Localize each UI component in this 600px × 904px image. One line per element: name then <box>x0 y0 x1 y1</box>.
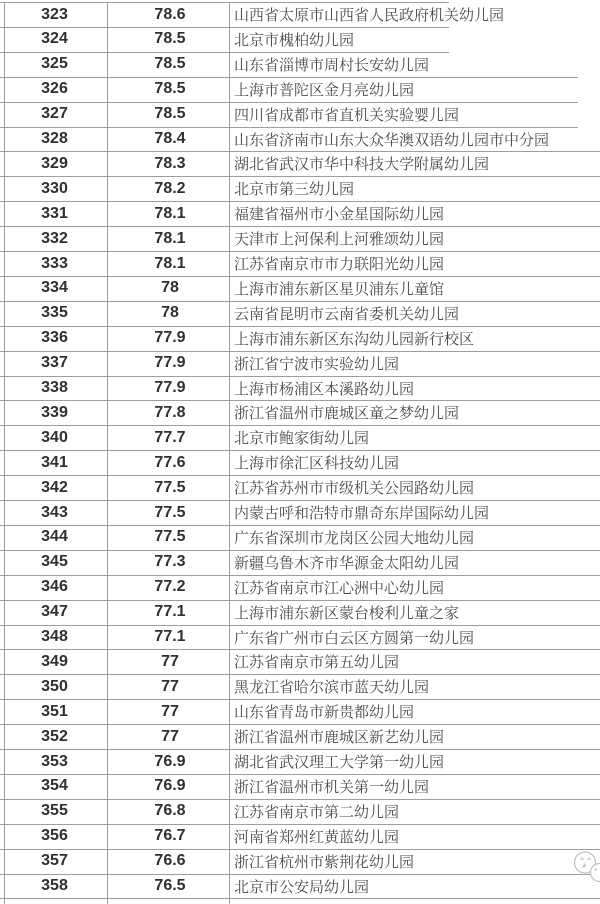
name-cell: 上海市徐汇区科技幼儿园 <box>234 455 400 473</box>
table-row <box>0 525 600 550</box>
name-cell: 河南省郑州红黄蓝幼儿园 <box>234 828 400 846</box>
rank-cell: 344 <box>41 528 68 546</box>
score-cell: 77.9 <box>154 379 186 396</box>
table-row <box>0 27 600 52</box>
rank-cell: 350 <box>41 677 68 695</box>
name-cell: 内蒙古呼和浩特市鼎奇东岸国际幼儿园 <box>234 505 490 522</box>
wechat-watermark-icon <box>560 840 600 890</box>
score-cell: 77.9 <box>154 329 186 347</box>
name-cell: 浙江省温州市鹿城区新艺幼儿园 <box>234 729 445 747</box>
row-border <box>0 276 600 277</box>
row-border <box>0 625 600 626</box>
rank-cell: 355 <box>41 802 68 820</box>
name-cell: 湖北省武汉理工大学第一幼儿园 <box>234 754 445 771</box>
row-border <box>0 898 600 899</box>
column-border <box>4 2 5 904</box>
table-row <box>0 724 600 749</box>
name-cell: 广东省广州市白云区方圆第一幼儿园 <box>234 629 475 647</box>
score-cell: 76.7 <box>154 827 186 845</box>
rank-cell: 342 <box>41 478 68 496</box>
rank-cell: 354 <box>41 777 68 795</box>
rank-cell: 339 <box>41 403 68 421</box>
score-cell: 78 <box>161 279 179 297</box>
score-cell: 78.2 <box>154 179 186 197</box>
table-row <box>0 52 600 77</box>
table-row <box>0 151 600 176</box>
table-row <box>0 376 600 401</box>
score-cell: 77.3 <box>154 553 186 571</box>
score-cell: 77.9 <box>154 354 186 372</box>
table-row <box>0 351 600 376</box>
score-cell: 78.5 <box>154 105 186 123</box>
rank-cell: 341 <box>41 453 68 471</box>
rank-cell: 329 <box>41 154 68 172</box>
name-cell: 黑龙江省哈尔滨市蓝天幼儿园 <box>234 679 430 697</box>
table-row <box>0 849 600 874</box>
rank-cell: 351 <box>41 702 68 720</box>
score-cell: 76.9 <box>154 752 186 770</box>
row-border <box>0 749 600 750</box>
table-row <box>0 326 600 351</box>
name-cell: 上海市普陀区金月亮幼儿园 <box>234 81 415 99</box>
table-row <box>0 425 600 450</box>
row-border <box>0 425 600 426</box>
row-border <box>0 102 578 103</box>
rank-cell: 347 <box>41 603 68 621</box>
rank-cell: 326 <box>41 80 68 98</box>
table-row <box>0 251 600 276</box>
name-cell: 浙江省宁波市实验幼儿园 <box>234 355 400 373</box>
rank-cell: 336 <box>41 329 68 347</box>
rank-cell: 330 <box>41 179 68 197</box>
score-cell: 77 <box>161 702 179 720</box>
name-cell: 上海市杨浦区本溪路幼儿园 <box>234 380 415 398</box>
row-border <box>0 400 600 401</box>
table-row <box>0 400 600 425</box>
table-row <box>0 77 600 102</box>
name-cell: 天津市上河保利上河雅颂幼儿园 <box>234 231 445 249</box>
rank-cell: 340 <box>41 428 68 446</box>
row-border <box>0 600 600 601</box>
row-border <box>0 575 600 576</box>
table-row <box>0 874 600 899</box>
row-border <box>0 52 449 53</box>
column-border <box>229 2 230 904</box>
row-border <box>0 824 600 825</box>
table-row <box>0 226 600 251</box>
row-border <box>0 724 600 725</box>
row-border <box>0 226 600 227</box>
table-row <box>0 550 600 575</box>
score-cell: 77 <box>161 652 179 670</box>
rank-cell: 335 <box>41 304 68 322</box>
rank-cell: 348 <box>41 628 68 645</box>
row-border <box>0 351 600 352</box>
rank-cell: 356 <box>41 827 68 845</box>
table-row <box>0 276 600 301</box>
rank-cell: 334 <box>41 279 68 297</box>
score-cell: 78.1 <box>154 204 186 222</box>
rank-cell: 324 <box>41 30 68 48</box>
name-cell: 山东省淄博市周村长安幼儿园 <box>234 56 430 74</box>
name-cell: 江苏省南京市第五幼儿园 <box>234 654 400 672</box>
table-row <box>0 102 600 127</box>
row-border <box>0 525 600 526</box>
score-cell: 78.1 <box>154 254 186 272</box>
rank-cell: 357 <box>41 852 68 870</box>
table-row <box>0 2 600 27</box>
rank-cell: 331 <box>41 204 68 222</box>
name-cell: 福建省福州市小金星国际幼儿园 <box>234 206 445 224</box>
score-cell: 78.3 <box>154 154 186 172</box>
name-cell: 上海市浦东新区东沟幼儿园新行校区 <box>234 330 475 348</box>
row-border <box>0 2 449 3</box>
rank-cell: 333 <box>41 254 68 272</box>
table-row <box>0 450 600 475</box>
row-border <box>0 176 600 177</box>
rank-cell: 346 <box>41 578 68 596</box>
row-border <box>0 674 600 675</box>
row-border <box>0 27 449 28</box>
row-border <box>0 201 600 202</box>
rank-cell: 332 <box>41 229 68 247</box>
table-row <box>0 500 600 525</box>
name-cell: 北京市槐柏幼儿园 <box>234 31 355 49</box>
rank-cell: 327 <box>41 105 68 123</box>
row-border <box>0 475 600 476</box>
name-cell: 江苏省苏州市市级机关公园路幼儿园 <box>234 480 475 498</box>
table-row <box>0 475 600 500</box>
score-cell: 78.4 <box>154 130 186 147</box>
row-border <box>0 77 578 78</box>
score-cell: 77.7 <box>154 428 186 446</box>
row-border <box>0 376 600 377</box>
name-cell: 四川省成都市省直机关实验婴儿园 <box>234 106 460 124</box>
table-row <box>0 799 600 824</box>
score-cell: 76.9 <box>154 777 186 795</box>
name-cell: 浙江省杭州市紫荆花幼儿园 <box>234 853 415 871</box>
name-cell: 浙江省温州市机关第一幼儿园 <box>234 778 430 796</box>
table-row <box>0 127 600 152</box>
table-row <box>0 674 600 699</box>
table-row <box>0 649 600 674</box>
table-row <box>0 600 600 625</box>
rank-cell: 352 <box>41 727 68 745</box>
score-cell: 76.6 <box>154 852 186 870</box>
score-cell: 77.6 <box>154 453 186 471</box>
name-cell: 山东省青岛市新贵都幼儿园 <box>234 704 415 722</box>
row-border <box>0 326 600 327</box>
table-row <box>0 176 600 201</box>
row-border <box>0 500 600 501</box>
row-border <box>0 849 600 850</box>
name-cell: 北京市鲍家街幼儿园 <box>234 430 370 448</box>
name-cell: 云南省昆明市云南省委机关幼儿园 <box>234 305 460 323</box>
rank-cell: 353 <box>41 752 68 770</box>
rank-cell: 345 <box>41 553 68 571</box>
score-cell: 78.6 <box>154 5 186 23</box>
score-cell: 77.5 <box>154 528 186 546</box>
row-border <box>0 774 600 775</box>
column-border <box>107 2 108 904</box>
name-cell: 上海市浦东新区蒙台梭利儿童之家 <box>234 604 460 622</box>
row-border <box>0 301 600 302</box>
rank-cell: 325 <box>41 55 68 73</box>
score-cell: 77.8 <box>154 403 186 421</box>
table-row <box>0 201 600 226</box>
score-cell: 77 <box>161 727 179 745</box>
score-cell: 77.2 <box>154 578 186 596</box>
score-cell: 78.5 <box>154 30 186 48</box>
score-cell: 78.5 <box>154 80 186 98</box>
rank-cell: 349 <box>41 652 68 670</box>
name-cell: 湖北省武汉市华中科技大学附属幼儿园 <box>234 156 490 174</box>
name-cell: 江苏省南京市第二幼儿园 <box>234 803 400 821</box>
row-border <box>0 450 600 451</box>
row-border <box>0 251 600 252</box>
name-cell: 江苏省南京市江心洲中心幼儿园 <box>234 579 445 597</box>
rank-cell: 323 <box>41 5 68 23</box>
name-cell: 山西省太原市山西省人民政府机关幼儿园 <box>234 7 505 24</box>
row-border <box>0 874 600 875</box>
row-border <box>0 550 600 551</box>
rank-cell: 358 <box>41 877 68 894</box>
name-cell: 山东省济南市山东大众华澳双语幼儿园市中分园 <box>234 131 550 149</box>
score-cell: 78 <box>161 304 179 322</box>
rank-cell: 328 <box>41 130 68 147</box>
score-cell: 77.5 <box>154 503 186 521</box>
score-cell: 77.5 <box>154 478 186 496</box>
score-cell: 76.5 <box>154 877 186 894</box>
name-cell: 上海市浦东新区星贝浦东儿童馆 <box>234 280 445 298</box>
table-row <box>0 575 600 600</box>
table-row <box>0 824 600 849</box>
score-cell: 77.1 <box>154 603 186 621</box>
table-row <box>0 774 600 799</box>
row-border <box>0 151 600 152</box>
row-border <box>0 649 600 650</box>
rank-cell: 338 <box>41 379 68 396</box>
name-cell: 北京市公安局幼儿园 <box>234 878 370 896</box>
row-border <box>0 127 578 128</box>
score-cell: 78.1 <box>154 229 186 247</box>
rank-cell: 337 <box>41 354 68 372</box>
score-cell: 78.5 <box>154 55 186 73</box>
table-row <box>0 699 600 724</box>
row-border <box>0 699 600 700</box>
rank-cell: 343 <box>41 503 68 521</box>
score-cell: 77 <box>161 677 179 695</box>
name-cell: 江苏省南京市市力联阳光幼儿园 <box>234 256 445 273</box>
score-cell: 76.8 <box>154 802 186 820</box>
name-cell: 北京市第三幼儿园 <box>234 181 355 199</box>
row-border <box>0 799 600 800</box>
table-row <box>0 749 600 774</box>
name-cell: 新疆乌鲁木齐市华源金太阳幼儿园 <box>234 554 460 572</box>
name-cell: 浙江省温州市鹿城区童之梦幼儿园 <box>234 405 460 423</box>
table-row <box>0 301 600 326</box>
table-row <box>0 625 600 650</box>
name-cell: 广东省深圳市龙岗区公园大地幼儿园 <box>234 529 475 547</box>
score-cell: 77.1 <box>154 628 186 645</box>
